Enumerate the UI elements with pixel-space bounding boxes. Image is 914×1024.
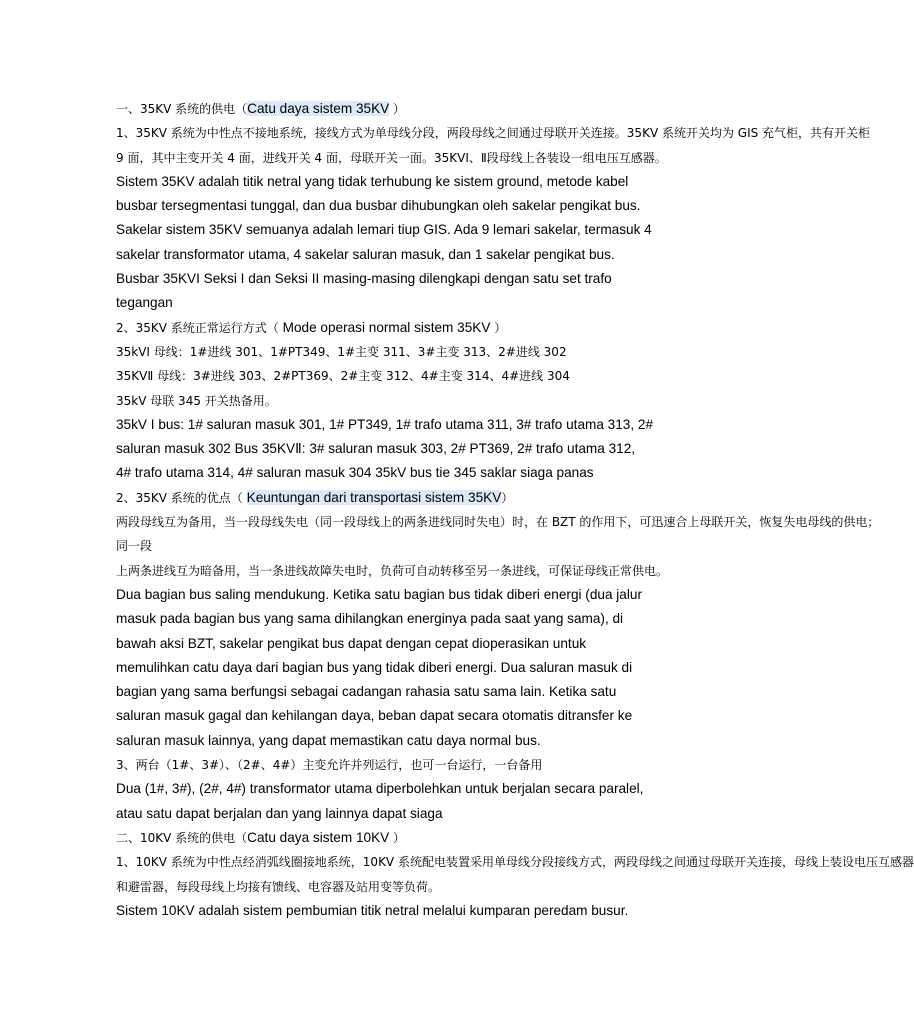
chinese-text: 3、两台（1#、3#）、（2#、4#）主变允许并列运行，也可一台运行，一台备用 [116, 758, 543, 773]
text-line [116, 607, 656, 631]
text-line [116, 218, 656, 242]
text-line [116, 389, 656, 413]
text-line [116, 364, 656, 388]
text-segment: ） [389, 830, 406, 845]
text-segment: Catu daya sistem 10KV [247, 829, 390, 845]
text-segment: 一、35KV 系统的供电（ [116, 102, 248, 116]
text-segment: Mode operasi normal sistem 35KV [282, 319, 491, 335]
indonesian-text: Sakelar sistem 35KV semuanya adalah lemari tiup GIS. Ada 9 lemari sakelar, termasuk 4 [116, 222, 652, 238]
indonesian-text: masuk pada bagian bus yang sama dihilangkan energinya pada saat yang sama), di [116, 611, 624, 627]
text-line [116, 267, 656, 291]
chinese-text: 9 面，其中主变开关 4 面，进线开关 4 面，母联开关一面。35KVⅠ、Ⅱ段母线上各装设一组电压互感器。 [116, 150, 667, 165]
text-line [116, 170, 656, 194]
indonesian-text: saluran masuk gagal dan kehilangan daya, beban dapat secara otomatis ditransfer ke [116, 708, 633, 724]
chinese-text: 1、35KV 系统为中性点不接地系统，接线方式为单母线分段，两段母线之间通过母联开关连接。35KV 系统开关均为 GIS 充气柜，共有开关柜 [116, 126, 871, 141]
text-line [116, 899, 656, 923]
text-line [116, 194, 656, 218]
text-line [116, 121, 871, 145]
indonesian-text: busbar tersegmentasi tunggal, dan dua busbar dihubungkan oleh sakelar pengikat bus. [116, 198, 641, 214]
chinese-text: 35KVⅡ 母线：3#进线 303、2#PT369、2#主变 312、4#主变 314、4#进线 304 [116, 369, 570, 384]
indonesian-text: 35kV I bus: 1# saluran masuk 301, 1# PT349, 1# trafo utama 311, 3# trafo utama 313, 2# [116, 416, 654, 432]
indonesian-text: Dua (1#, 3#), (2#, 4#) transformator utama diperbolehkan untuk berjalan secara paralel, [116, 781, 644, 797]
chinese-text: 同一段 [116, 539, 153, 554]
indonesian-text: 4# trafo utama 314, 4# saluran masuk 304 35kV bus tie 345 saklar siaga panas [116, 465, 594, 481]
text-line [116, 875, 656, 899]
document-page [116, 97, 914, 923]
indonesian-text: Sistem 35KV adalah titik netral yang tidak terhubung ke sistem ground, metode kabel [116, 173, 629, 189]
text-line [116, 534, 656, 558]
text-line [116, 291, 656, 315]
indonesian-text: Busbar 35KVI Seksi I dan Seksi II masing-masing dilengkapi dengan satu set trafo [116, 271, 612, 287]
text-line [116, 729, 656, 753]
text-segment: ） [490, 320, 507, 335]
text-line [116, 97, 656, 121]
indonesian-text: tegangan [116, 295, 173, 311]
indonesian-text: Sistem 10KV adalah sistem pembumian titik netral melalui kumparan peredam busur. [116, 902, 629, 918]
text-line [116, 777, 656, 801]
chinese-text: 35kV 母联 345 开关热备用。 [116, 393, 277, 408]
indonesian-text: atau satu dapat berjalan dan yang lainnya dapat siaga [116, 805, 443, 821]
text-line [116, 559, 669, 583]
text-segment: 2、35KV 系统正常运行方式（ [116, 320, 283, 335]
chinese-text: 1、10KV 系统为中性点经消弧线圈接地系统，10KV 系统配电装置采用单母线分段接线方式，两段母线之间通过母联开关连接，母线上装设电压互感器 [116, 855, 914, 870]
indonesian-text: Dua bagian bus saling mendukung. Ketika satu bagian bus tidak diberi energi (dua jalur [116, 586, 642, 602]
text-segment: ） [501, 490, 514, 505]
text-line [116, 146, 667, 170]
indonesian-text: sakelar transformator utama, 4 sakelar saluran masuk, dan 1 sakelar pengikat bus. [116, 246, 615, 262]
text-segment: 2、35KV 系统的优点（ [116, 490, 247, 505]
chinese-text: 和避雷器，每段母线上均接有馈线、电容器及站用变等负荷。 [116, 879, 441, 894]
chinese-text: 上两条进线互为暗备用，当一条进线故障失电时，负荷可自动转移至另一条进线，可保证母线正常供电。 [116, 563, 669, 578]
text-line [116, 826, 656, 850]
chinese-text: 35kVⅠ 母线：1#进线 301、1#PT349、1#主变 311、3#主变 313、2#进线 302 [116, 344, 567, 359]
chinese-text: 两段母线互为备用，当一段母线失电（同一段母线上的两条进线同时失电）时，在 BZT 的作用下，可迅速合上母联开关，恢复失电母线的供电； [116, 515, 880, 530]
text-line [116, 680, 656, 704]
text-line [116, 461, 656, 485]
text-line [116, 802, 656, 826]
text-line [116, 850, 914, 874]
text-segment: ） [389, 102, 406, 116]
text-line [116, 316, 656, 340]
text-line [116, 583, 656, 607]
text-line [116, 340, 656, 364]
indonesian-text: bawah aksi BZT, sakelar pengikat bus dapat dengan cepat dioperasikan untuk [116, 635, 587, 651]
text-line [116, 656, 656, 680]
indonesian-text: memulihkan catu daya dari bagian bus yang tidak diberi energi. Dua saluran masuk di [116, 659, 633, 675]
text-line [116, 486, 656, 510]
text-line [116, 510, 880, 534]
highlighted-text: Keuntungan dari transportasi sistem 35KV [246, 489, 502, 505]
indonesian-text: bagian yang sama berfungsi sebagai cadangan rahasia satu sama lain. Ketika satu [116, 684, 617, 700]
indonesian-text: saluran masuk 302 Bus 35KVⅡ: 3# saluran masuk 303, 2# PT369, 2# trafo utama 312, [116, 441, 636, 457]
text-line [116, 753, 656, 777]
highlighted-text: Catu daya sistem 35KV [247, 101, 390, 116]
text-line [116, 413, 656, 437]
text-line [116, 632, 656, 656]
text-line [116, 704, 656, 728]
text-line [116, 437, 656, 461]
text-segment: 二、10KV 系统的供电（ [116, 830, 248, 845]
text-line [116, 243, 656, 267]
indonesian-text: saluran masuk lainnya, yang dapat memastikan catu daya normal bus. [116, 732, 541, 748]
